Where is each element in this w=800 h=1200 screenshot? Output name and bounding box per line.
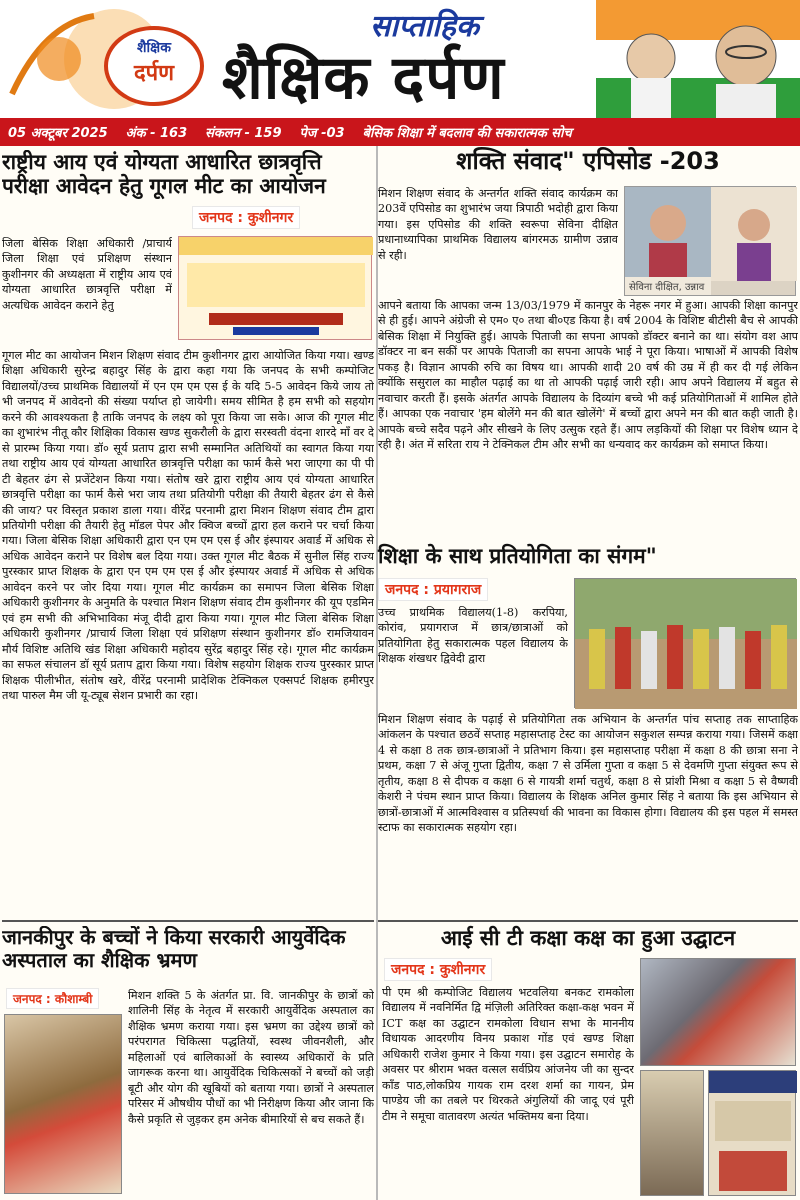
right-column bbox=[378, 146, 798, 1200]
masthead-subtitle: साप्ताहिक bbox=[370, 9, 479, 44]
inauguration-photo-2 bbox=[640, 1070, 704, 1196]
meeting-poster-image bbox=[178, 236, 372, 340]
inauguration-photo-1 bbox=[640, 958, 796, 1066]
article-education-competition bbox=[378, 544, 798, 888]
article-body: पी एम श्री कम्पोजिट विद्यालय भटवलिया बनकट रामकोला विद्यालय में नवनिर्मित द्वि मंज़िली अतिरिक्त कक्षा-कक्ष भवन में ICT कक्ष का उद्घाटन रामकोला विधान सभा के माननीय विधायक आदरणीय विनय प्रकाश गोंड एवं खण्ड शिक्षा अधिकारी राजेश कुमार ने किया गया। इस उद्घाटन समारोह के अवसर पर श्रीराम भक्त वत्सल सर्वप्रिय आंजनेय जी का सुन्दर काँड पाठ,लोकप्रिय गायक राम दरश शर्मा का गायन, प्रेम पाण्डेय जी का तबले पर थिरकते अंगुलियों की जादू एवं पूरी टीम ने समूचा वातावरण अत्यंत भक्तिमय बना दिया। bbox=[382, 986, 634, 1123]
compilation-number: संकलन - 159 bbox=[205, 126, 282, 141]
district-tag: जनपद : कुशीनगर bbox=[384, 958, 492, 981]
logo-text-main: दर्पण bbox=[133, 61, 175, 86]
tagline: बेसिक शिक्षा में बदलाव की सकारात्मक सोच bbox=[362, 126, 572, 141]
district-tag: जनपद : कुशीनगर bbox=[192, 206, 300, 229]
article-lead: उच्च प्राथमिक विद्यालय(1-8) करपिया, कोरांव, प्रयागराज में छात्र/छात्राओं को प्रतियोगिता हेतु सकारात्मक पहल विद्यालय के शिक्षक शंखधर द्विवेदी द्वारा bbox=[378, 606, 568, 666]
article-ict-classroom bbox=[378, 920, 798, 1198]
article-headline: राष्ट्रीय आय एवं योग्यता आधारित छात्रवृत्ति परीक्षा आवेदन हेतु गूगल मीट का आयोजन bbox=[2, 150, 326, 199]
article-body: मिशन शिक्षण संवाद के पढ़ाई से प्रतियोगिता तक अभियान के अन्तर्गत पांच सप्ताह तक साप्ताहिक आंकलन के पश्चात छठवें सप्ताह महासप्ताह टेस्ट का आयोजन सकुशल सम्पन्न कराया गया। जिसमें कक्षा 4 से कक्षा 8 तक छात्र-छात्राओं ने प्रतिभाग किया। इस महासप्ताह परीक्षा में कक्षा 8 की छात्रा सना ने प्रथम, कक्षा 7 से अंजू गुप्ता द्वितीय, कक्षा 7 से उर्मिला गुप्ता व कक्षा 5 से देवमणि गुप्ता संयुक्त रूप से तृतीय, कक्षा 8 से दीपक व कक्षा 6 से गायत्री शर्मा चतुर्थ, कक्षा 8 से प्रांशी मिश्रा व कक्षा 5 से वैष्णवी केशरी ने पंचम स्थान प्राप्त किया। विद्यालय के शिक्षक अनिल कुमार सिंह ने बताया कि इस अभियान से छात्रों-छात्राओं में आत्मविश्वास व प्रतिस्पर्धा की भावना का विकास होगा। विद्यालय की इस पहल में समस्त स्टाफ का सकारात्मक सहयोग रहा। bbox=[378, 713, 798, 835]
issue-date: 05 अक्टूबर 2025 bbox=[8, 126, 108, 141]
left-column bbox=[2, 146, 376, 1200]
issue-number: अंक - 163 bbox=[125, 126, 188, 141]
masthead-title: शैक्षिक दर्पण bbox=[222, 43, 505, 113]
article-lead: जिला बेसिक शिक्षा अधिकारी /प्राचार्य जिला शिक्षा एवं प्रशिक्षण संस्थान कुशीनगर की अध्यक्षता में राष्ट्रीय आय एवं योग्यता आधारित छात्रवृत्ति परीक्षा में अत्यधिक आवेदन कराने हेतु bbox=[2, 237, 172, 312]
newspaper-logo bbox=[4, 4, 204, 114]
article-headline: जानकीपुर के बच्चों ने किया सरकारी आयुर्वेदिक अस्पताल का शैक्षिक भ्रमण bbox=[2, 926, 346, 973]
district-tag: जनपद : प्रयागराज bbox=[378, 578, 488, 601]
logo-text-top: शैक्षिक bbox=[137, 40, 171, 56]
masthead-portraits bbox=[596, 0, 800, 118]
article-headline: शिक्षा के साथ प्रतियोगिता का संगम" bbox=[378, 544, 657, 568]
article-ayurvedic-visit bbox=[2, 920, 374, 1196]
article-body: आपने बताया कि आपका जन्म 13/03/1979 में कानपुर के नेहरू नगर में हुआ। आपकी शिक्षा कानपुर से ही हुई। आपने अंग्रेजी से एम० ए० तथा बी०एड किया है। वर्ष 2004 के विशिष्ट बीटीसी बैच से आपकी बेसिक शिक्षा में नियुक्ति हुई। आपके पिताजी का सपना आपको डॉक्टर बनाने का था। संयोग वश आप डॉक्टर ना बन सकीं पर आपके पिताजी का सपना आपके भाई ने पूरा किया। भाषाओं में आपकी विशेष पकड़ है। विज्ञान आपकी रुचि का विषय था। आपकी शादी 20 वर्ष की उम्र में ही कर दी गई लेकिन क्योंकि ससुराल का माहौल पढ़ाई का था तो आपकी पढ़ाई जारी रही। आप अपने विद्यालय में बहुत से नवाचार करती हैं। इसके अंतर्गत आपके विद्यालय के दिव्यांग बच्चे भी कई प्रतियोगिताओं में शामिल होते हैं। आपका एक नवाचार 'हम बोलेंगे मन की बात खोलेंगे' में बच्चों द्वारा अपने मन की बात कही जाती है। आपके बच्चे सदैव पढ़ने और सीखने के लिए उत्सुक रहते हैं। आप लड़कियों की शिक्षा पर विशेष ध्यान दे रही है। अंत में सरिता राय ने टेक्निकल टीम और सभी का धन्यवाद कर कार्यक्रम को समाप्त किया। bbox=[378, 299, 798, 452]
guest-photo bbox=[624, 186, 796, 296]
article-headline: आई सी टी कक्षा कक्ष का हुआ उद्घाटन bbox=[440, 926, 736, 950]
article-headline: शक्ति संवाद" एपिसोड -203 bbox=[456, 147, 720, 175]
school-building-photo bbox=[708, 1070, 796, 1196]
school-visit-photo bbox=[4, 1014, 122, 1194]
article-intro: मिशन शिक्षण संवाद के अन्तर्गत शक्ति संवाद कार्यक्रम का 203वें एपिसोड का शुभारंभ जया त्रिपाठी भदोही द्वारा किया गया। इस एपिसोड की शक्ति स्वरूपा सेविना दीक्षित प्रधानाध्यापिका प्राथमिक विद्यालय बांगरमऊ ग्रामीण उन्नाव से रही। bbox=[378, 187, 618, 262]
district-tag: जनपद : कौशाम्बी bbox=[6, 988, 99, 1009]
masthead bbox=[0, 0, 800, 118]
article-body: गूगल मीट का आयोजन मिशन शिक्षण संवाद टीम कुशीनगर द्वारा आयोजित किया गया। खण्ड शिक्षा अधिकारी सुरेन्द्र बहादुर सिंह के द्वारा कहा गया कि जनपद के सभी कम्पोजिट विद्यालयों/उच्च प्राथमिक विद्यालयों में एन एम एम एस ई के यदि 5-5 आवेदन किये जाय तो भी जनपद में आवेदनो की संख्या पर्याप्त हो जायेगी। समय सीमित है हम सभी को सहयोग करने की आवश्यकता है ताकि जनपद के लक्ष्य को पूरा किया जा सके। आज की गूगल मीट का शुभारंभ नीतू कौर शिक्षिका विकास खण्ड सुकरौली के द्वारा सरस्वती वंदना शारदे माँ वर दे से प्रारम्भ किया गया। डॉ० सूर्य प्रताप द्वारा सभी सम्मानित अतिथियों का स्वागत किया गया तथा राष्ट्रीय आय एवं योग्यता आधारित छात्रवृत्ति परीक्षा का फार्म कैसे भरा जाएगा का पी पी टी बेहतर ढंग से प्रजेंटेशन किया गया। संतोष खरे द्वारा राष्ट्रीय आय एवं योग्यता आधारित छात्रवृत्ति परीक्षा का फार्म कैसे भरा जाय तथा प्रतियोगी परीक्षा की तैयारी बेहतर ढंग से कैसे की जाय? पर विस्तृत प्रकाश डाला गया। वीरेंद्र परनामी द्वारा मिशन शिक्षण संवाद टीम द्वारा प्रतियोगी परीक्षा की तैयारी हेतु मॉडल पेपर और क्विज बच्चों द्वारा हल कराने पर चर्चा किया गया। जिला बेसिक शिक्षा अधिकारी द्वारा एन एम एम एस ई और इंस्पायर अवार्ड में अधिक से अधिक आवेदन कराने पर विशेष बल दिया गया। उक्त गूगल मीट बैठक में सुनील सिंह राज्य पुरस्कार प्राप्त शिक्षक के द्वारा एन एम एम एस ई और इंस्पायर अवार्ड में अधिक से अधिक आवेदन करने पर जोर दिया गया। गूगल मीट कार्यक्रम का समापन जिला बेसिक शिक्षा अधिकारी कुशीनगर के अनुमति के पश्चात मिशन शिक्षण संवाद टीम कुशीनगर की यूप एडमिन एवं हम सभी की अभिभाविका मंजू दीदी द्वारा किया गया। गूगल मीट जिला बेसिक शिक्षा अधिकारी कुशीनगर /प्राचार्य जिला शिक्षा एवं प्रशिक्षण संस्थान कुशीनगर डॉ० रामजियावन मौर्य विशिष्ट अतिथि खंड शिक्षा अधिकारी महोदय सुरेंद्र बहादुर सिंह रहे। गूगल मीट कार्यक्रम का सफल संचालन डॉ सूर्य प्रताप द्वारा किया गया। विशेष सहयोग शिक्षक राज्य पुरस्कार प्राप्त शिक्षक पीलीभीत, संतोष खरे, वीरेंद्र परनामी प्रादेशिक टेक्निकल एक्सपर्ट शिक्षक हमीरपुर तथा पारुल मैम जी यू-ट्यूब सेशन प्रभारी का रहा। bbox=[2, 349, 374, 702]
article-shakti-samvad bbox=[378, 148, 798, 532]
article-nmms-google-meet bbox=[2, 150, 374, 952]
article-body: मिशन शक्ति 5 के अंतर्गत प्रा. वि. जानकीपुर के छात्रों को शालिनी सिंह के नेतृत्व में सरकारी आयुर्वेदिक अस्पताल का शैक्षिक भ्रमण कराया गया। इस भ्रमण का उद्देश्य छात्रों को परंपरागत चिकित्सा पद्धतियों, स्वस्थ जीवनशैली, और महिलाओं एवं बालिकाओं के स्वास्थ्य अधिकारों के प्रति जागरूक करना था। आयुर्वेदिक चिकित्सकों ने बच्चों को जड़ी बूटी और योग की खूबियों को बताया गया। छात्रों ने अस्पताल परिसर में औषधीय पौधों का भी निरीक्षण किया और जाना कि कैसे प्रकृति से जुड़कर हम अनेक बीमारियों से बच सकते हैं। bbox=[128, 989, 374, 1126]
photo-caption: सेविना दीक्षित, उन्नाव bbox=[625, 277, 711, 295]
issue-info-bar bbox=[0, 118, 800, 146]
students-group-photo bbox=[574, 578, 796, 708]
page-number: पेज -03 bbox=[299, 126, 345, 141]
